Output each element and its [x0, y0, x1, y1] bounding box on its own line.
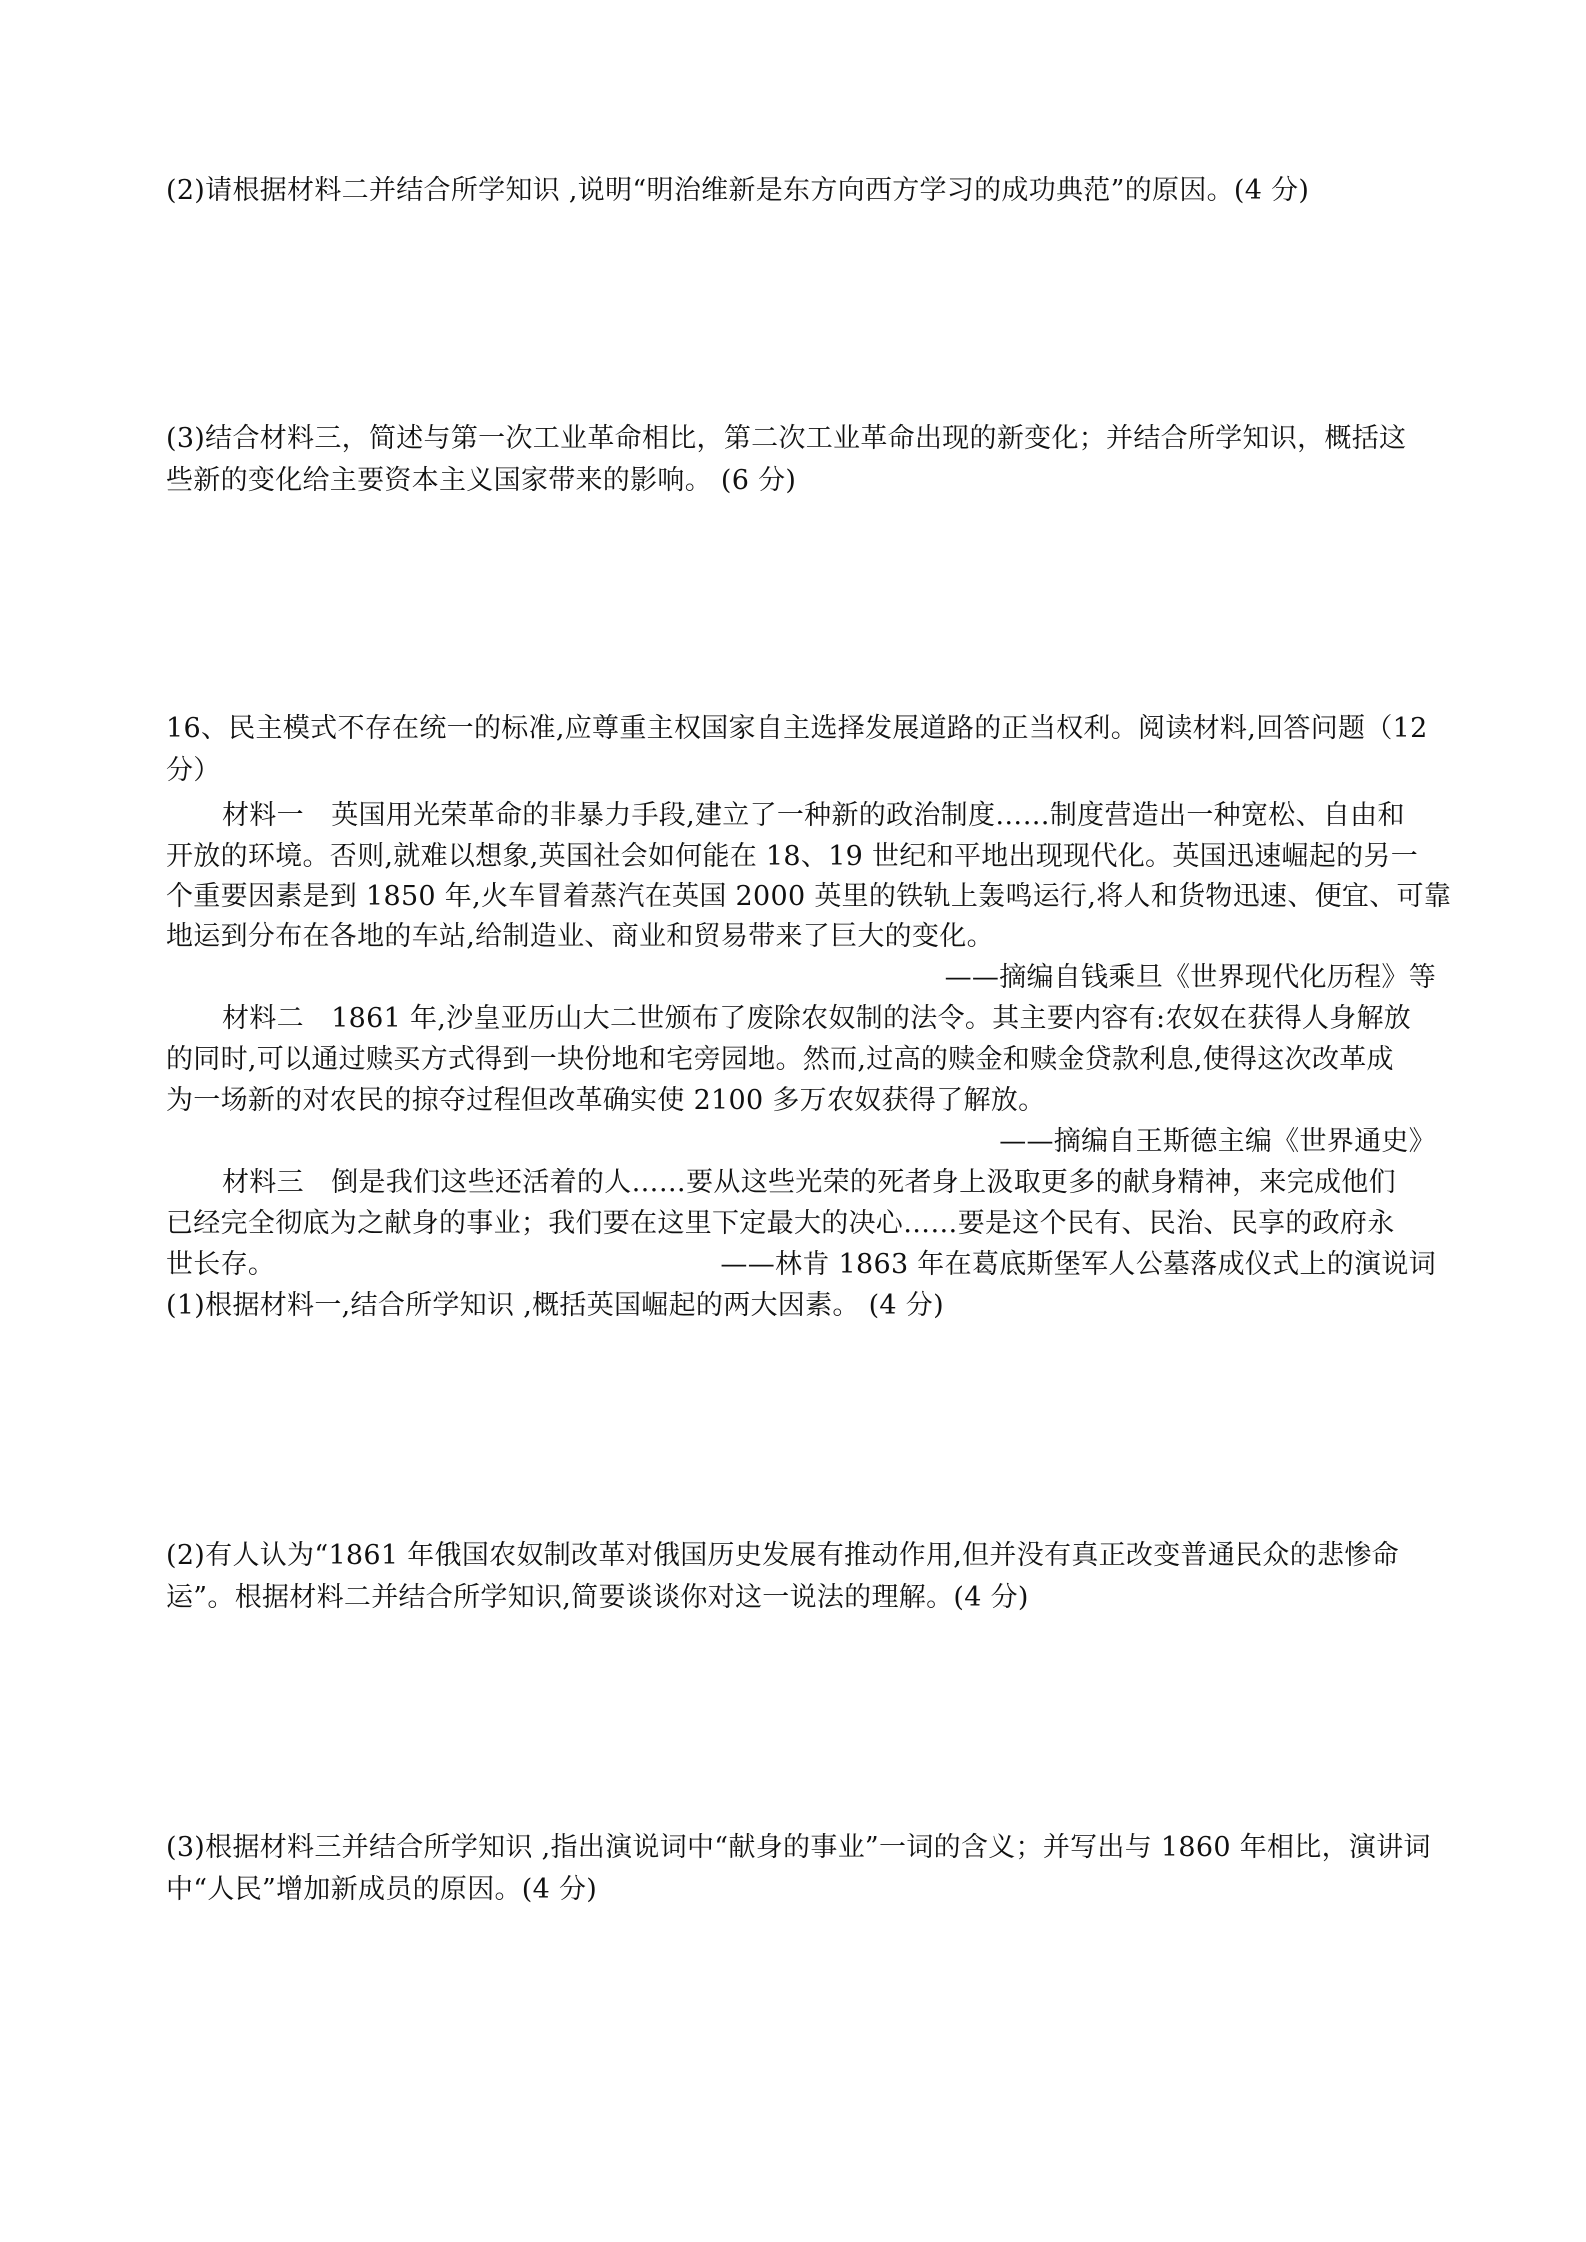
q16-material2-line3: 为一场新的对农民的掠夺过程但改革确实使 2100 多万农奴获得了解放。 [166, 1085, 1046, 1116]
q15-sub3-question-line2: 些新的变化给主要资本主义国家带来的影响。 (6 分) [166, 465, 797, 496]
q16-stem-line2: 分） [166, 755, 221, 786]
q16-material1-source: ——摘编自钱乘旦《世界现代化历程》等 [944, 962, 1436, 993]
q16-sub2-question-line1: (2)有人认为“1861 年俄国农奴制改革对俄国历史发展有推动作用,但并没有真正改变普通民众的悲惨命 [166, 1540, 1399, 1571]
q16-material1-line4: 地运到分布在各地的车站,给制造业、商业和贸易带来了巨大的变化。 [166, 921, 994, 952]
q16-material1-line1: 材料一 英国用光荣革命的非暴力手段,建立了一种新的政治制度……制度营造出一种宽松、自由和 [222, 800, 1405, 831]
q15-sub3-question-line1: (3)结合材料三，简述与第一次工业革命相比，第二次工业革命出现的新变化；并结合所学知识，概括这 [166, 423, 1407, 454]
q16-sub3-question-line2: 中“人民”增加新成员的原因。(4 分) [166, 1874, 598, 1905]
q16-sub3-question-line1: (3)根据材料三并结合所学知识 ,指出演说词中“献身的事业”一词的含义；并写出与 1860 年相比，演讲词 [166, 1832, 1431, 1863]
q16-material1-line3: 个重要因素是到 1850 年,火车冒着蒸汽在英国 2000 英里的铁轨上轰鸣运行,将人和货物迅速、便宜、可靠 [166, 881, 1452, 912]
q16-material2-source: ——摘编自王斯德主编《世界通史》 [999, 1126, 1436, 1157]
q16-stem-line1: 16、民主模式不存在统一的标准,应尊重主权国家自主选择发展道路的正当权利。阅读材料,回答问题（12 [166, 713, 1428, 744]
q16-material2-line1: 材料二 1861 年,沙皇亚历山大二世颁布了废除农奴制的法令。其主要内容有:农奴在获得人身解放 [222, 1003, 1412, 1034]
q16-material3-source: ——林肯 1863 年在葛底斯堡军人公墓落成仪式上的演说词 [720, 1249, 1436, 1280]
q16-material3-line1: 材料三 倒是我们这些还活着的人……要从这些光荣的死者身上汲取更多的献身精神，来完成他们 [222, 1167, 1396, 1198]
q15-sub2-question: (2)请根据材料二并结合所学知识 ,说明“明治维新是东方向西方学习的成功典范”的原因。(4 分) [166, 175, 1310, 206]
q16-sub1-question: (1)根据材料一,结合所学知识 ,概括英国崛起的两大因素。 (4 分) [166, 1290, 944, 1321]
q16-material1-line2: 开放的环境。否则,就难以想象,英国社会如何能在 18、19 世纪和平地出现现代化。英国迅速崛起的另一 [166, 841, 1419, 872]
q16-sub2-question-line2: 运”。根据材料二并结合所学知识,简要谈谈你对这一说法的理解。(4 分) [166, 1582, 1029, 1613]
q16-material3-line3: 世长存。 [166, 1249, 276, 1280]
q16-material2-line2: 的同时,可以通过赎买方式得到一块份地和宅旁园地。然而,过高的赎金和赎金贷款利息,使得这次改革成 [166, 1044, 1394, 1075]
q16-material3-line2: 已经完全彻底为之献身的事业；我们要在这里下定最大的决心……要是这个民有、民治、民享的政府永 [166, 1208, 1395, 1239]
